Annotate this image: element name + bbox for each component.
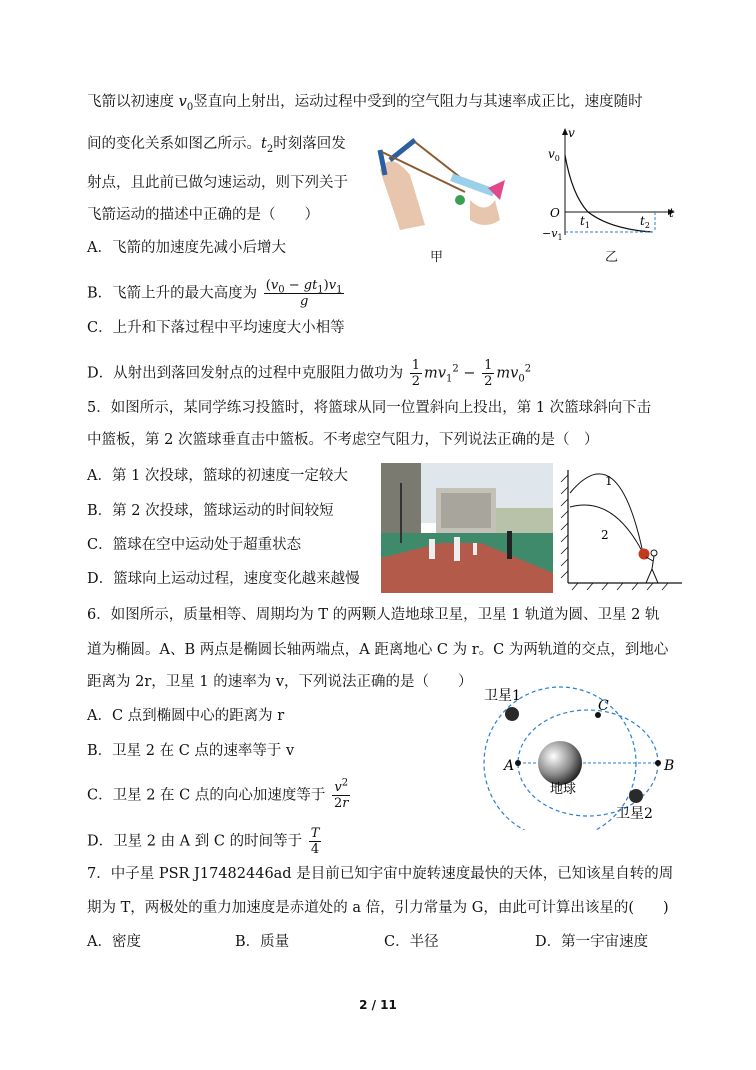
satellite-2-label: 卫星2 xyxy=(616,806,653,822)
point-b-label: B xyxy=(664,758,675,774)
q4-option-a: A．飞箭的加速度先减小后增大 xyxy=(87,240,286,256)
q4-option-b: B．飞箭上升的最大高度为 $\frac{(v_0 - gt_1)v_1}{g}$ xyxy=(87,278,343,309)
point-c-label: C xyxy=(598,698,609,714)
satellite-1-label: 卫星1 xyxy=(484,688,521,704)
point-a-label: A xyxy=(504,758,515,774)
q7-option-a: A．密度 xyxy=(87,934,141,950)
q4-line3: 射点，且此前已做匀速运动，则下列关于 xyxy=(87,175,348,191)
q6-option-b: B．卫星 2 在 C 点的速率等于 v xyxy=(87,743,295,759)
graph-t-label: t xyxy=(669,206,674,220)
max-height-fraction: $\frac{(v_0 - gt_1)v_1}{g}$ xyxy=(265,278,343,309)
trajectory-diagram xyxy=(558,465,683,593)
trajectory-2-label: 2 xyxy=(601,528,609,542)
satellite-orbit-diagram xyxy=(478,680,693,830)
caption-jia: 甲 xyxy=(430,250,444,265)
graph-t2-label: $t_2$ xyxy=(640,214,650,230)
velocity-time-graph xyxy=(540,125,680,245)
q5-option-b: B．第 2 次投球，篮球运动的时间较短 xyxy=(87,503,334,519)
satellite-1-icon xyxy=(505,707,519,721)
q7-option-c: C．半径 xyxy=(384,934,439,950)
caption-yi: 乙 xyxy=(605,250,619,265)
trajectory-1-label: 1 xyxy=(605,474,613,488)
earth-label: 地球 xyxy=(550,782,577,797)
q4-line1: 飞箭以初速度 $v_0$竖直向上射出，运动过程中受到的空气阻力与其速率成正比，速度随时 xyxy=(87,94,643,113)
q4-option-d: D．从射出到落回发射点的过程中克服阻力做功为 $\frac{1}{2}$ $mv_1^2$ − $\frac{1}{2}$ $mv_0^2$ xyxy=(87,358,532,389)
q7-option-d: D．第一宇宙速度 xyxy=(535,934,649,950)
q6-line2: 道为椭圆。A、B 两点是椭圆长轴两端点，A 距离地心 C 为 r。C 为两轨道的交点，到地心 xyxy=(87,642,669,658)
q5-option-c: C．篮球在空中运动处于超重状态 xyxy=(87,537,302,553)
graph-v0-label: $v_0$ xyxy=(548,147,560,163)
q6-option-a: A．C 点到椭圆中心的距离为 r xyxy=(87,708,285,724)
q7-line2: 期为 T，两极处的重力加速度是赤道处的 a 倍，引力常量为 G，由此可计算出该星的( ) xyxy=(87,900,669,916)
q7-line1: 7．中子星 PSR J17482446ad 是目前已知宇宙中旋转速度最快的天体，已知该星自转的周 xyxy=(87,866,674,882)
q6-option-d: D．卫星 2 由 A 到 C 的时间等于 $\frac{T}{4}$ xyxy=(87,826,320,857)
q4-line4: 飞箭运动的描述中正确的是（ ） xyxy=(87,207,319,223)
q6-line1: 6．如图所示，质量相等、周期均为 T 的两颗人造地球卫星，卫星 1 轨道为圆、卫星 2 轨 xyxy=(87,607,660,623)
satellite-2-icon xyxy=(629,789,643,803)
graph-neg-v1-label: $-v_1$ xyxy=(542,227,563,242)
q5-option-d: D．篮球向上运动过程，速度变化越来越慢 xyxy=(87,571,360,587)
graph-v-label: v xyxy=(568,126,575,140)
q4-option-c: C．上升和下落过程中平均速度大小相等 xyxy=(87,320,345,336)
q5-line2: 中篮板，第 2 次篮球垂直击中篮板。不考虑空气阻力，下列说法正确的是（ ） xyxy=(87,432,599,448)
basketball-court-photo xyxy=(381,463,553,593)
q6-line3: 距离为 2r，卫星 1 的速率为 v，下列说法正确的是（ ） xyxy=(87,674,473,690)
q4-line2: 间的变化关系如图乙所示。$t_2$时刻落回发 xyxy=(87,136,346,155)
earth-icon xyxy=(538,741,582,785)
q7-option-b: B．质量 xyxy=(235,934,290,950)
q6-option-c: C．卫星 2 在 C 点的向心加速度等于 $\frac{v^2}{2r}$ xyxy=(87,777,349,811)
q5-line1: 5．如图所示，某同学练习投篮时，将篮球从同一位置斜向上投出，第 1 次篮球斜向下击 xyxy=(87,400,652,416)
q5-option-a: A．第 1 次投球，篮球的初速度一定较大 xyxy=(87,468,348,484)
graph-origin-label: O xyxy=(550,206,560,220)
graph-t1-label: $t_1$ xyxy=(580,214,590,230)
page-number: 2 / 11 xyxy=(359,998,397,1012)
slingshot-photo xyxy=(370,130,510,235)
